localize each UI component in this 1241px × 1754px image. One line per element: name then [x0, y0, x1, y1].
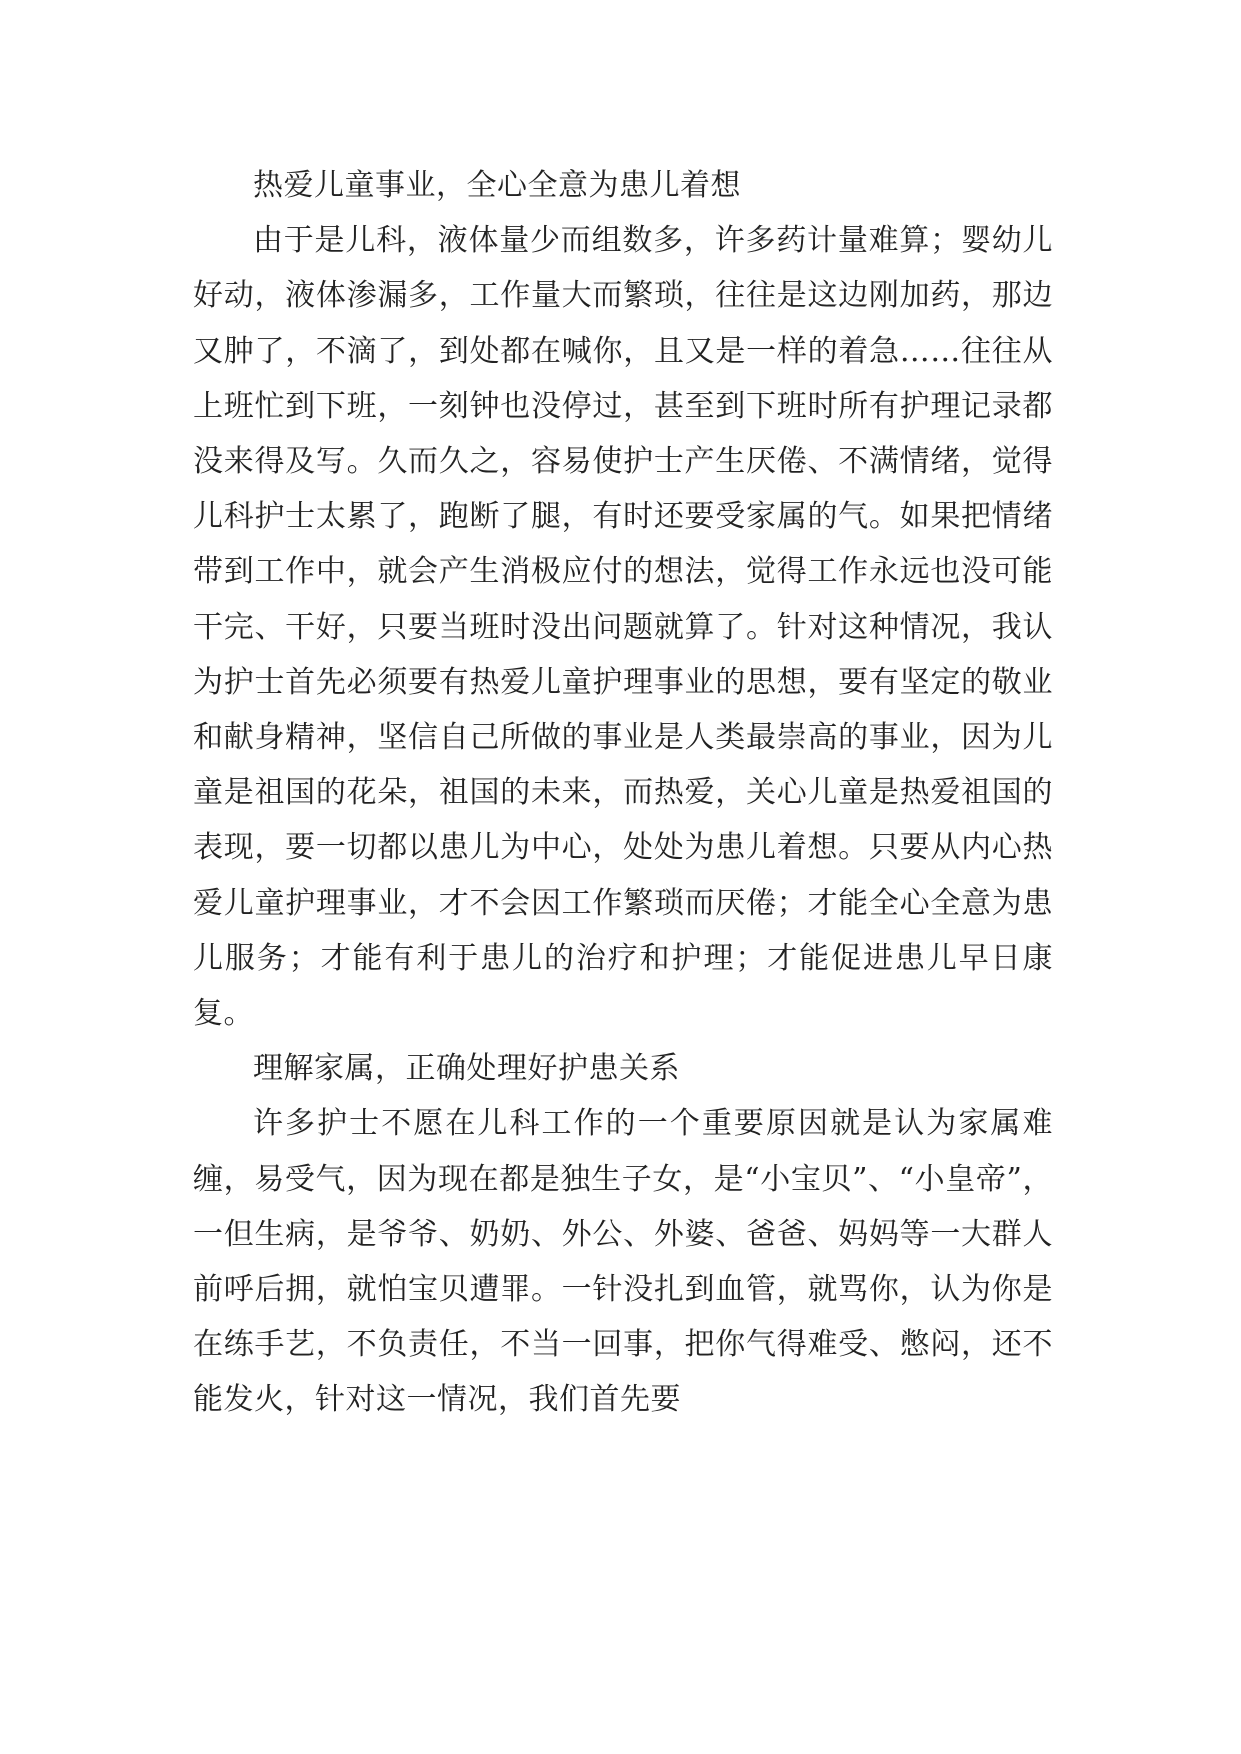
paragraph-love-children: 由于是儿科，液体量少而组数多，许多药计量难算；婴幼儿好动，液体渗漏多，工作量大而繁琐，往往是这边刚加药，那边又肿了，不滴了，到处都在喊你，且又是一样的着急……往往从上班忙到下班，一刻钟也没停过，甚至到下班时所有护理记录都没来得及写。久而久之，容易使护士产生厌倦、不满情绪，觉得儿科护士太累了，跑断了腿，有时还要受家属的气。如果把情绪带到工作中，就会产生消极应付的想法，觉得工作永远也没可能干完、干好，只要当班时没出问题就算了。针对这种情况，我认为护士首先必须要有热爱儿童护理事业的思想，要有坚定的敬业和献身精神，坚信自己所做的事业是人类最崇高的事业，因为儿童是祖国的花朵，祖国的未来，而热爱，关心儿童是热爱祖国的表现，要一切都以患儿为中心，处处为患儿着想。只要从内心热爱儿童护理事业，才不会因工作繁琐而厌倦；才能全心全意为患儿服务；才能有利于患儿的治疗和护理；才能促进患儿早日康复。	[193, 223, 1053, 1032]
paragraph-understand-family: 许多护士不愿在儿科工作的一个重要原因就是认为家属难缠，易受气，因为现在都是独生子女，是“小宝贝”、“小皇帝”，一但生病，是爷爷、奶奶、外公、外婆、爸爸、妈妈等一大群人前呼后拥，就怕宝贝遭罪。一针没扎到血管，就骂你，认为你是在练手艺，不负责任，不当一回事，把你气得难受、憋闷，还不能发火，针对这一情况，我们首先要	[193, 1106, 1053, 1418]
section-heading-understand-family: 理解家属，正确处理好护患关系	[253, 1051, 680, 1087]
section-heading-love-children: 热爱儿童事业，全心全意为患儿着想	[253, 168, 741, 203]
document-body	[193, 158, 1053, 1428]
